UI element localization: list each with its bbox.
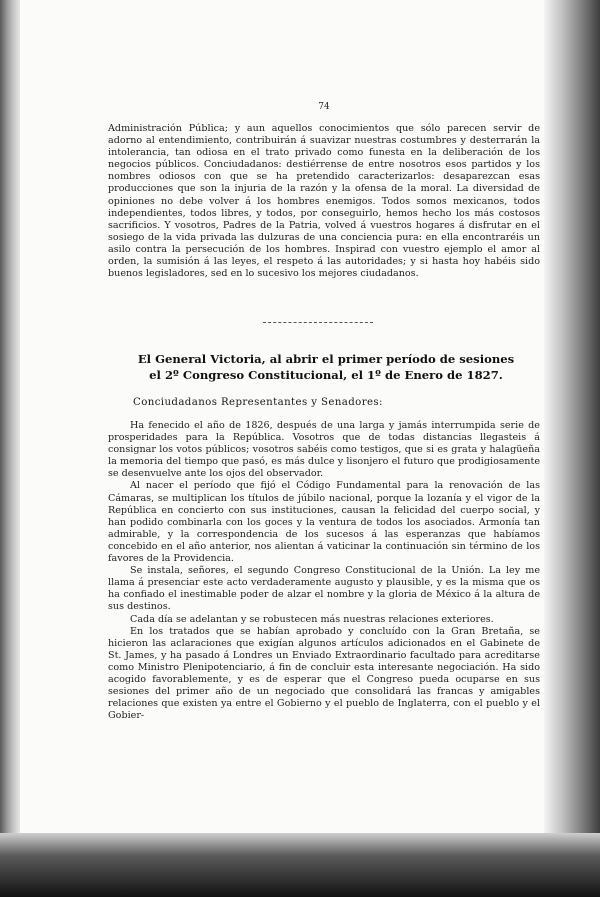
body-paragraph-2: Al nacer el período que fijó el Código Fundamental para la renovación de las Cámaras, se multiplican los títulos de júbilo nacional, porque la lozanía y el vigor de la República en concierto con sus instituciones, causan la felicidad del cuerpo social, y han podido combinarla con los goces y la ventura de todos los asociados. Armonía tan admirable, y la correspondencia de los sucesos á las esperanzas que habíamos concebido en el año anterior, nos alientan á vaticinar la continuación sin término de los favores de la Providencia. <box>108 480 540 565</box>
salutation: Conciudadanos Representantes y Senadores: <box>133 397 383 408</box>
document-page <box>20 0 544 833</box>
body-paragraph-3: Se instala, señores, el segundo Congreso Constitucional de la Unión. La ley me llama á presenciar este acto verdaderamente augusto y plausible, y es la misma que os ha confiado el inestimable poder de alzar el nombre y la gloria de México á la altura de sus destinos. <box>108 565 540 613</box>
top-paragraph: Administración Pública; y aun aquellos conocimientos que sólo parecen servir de adorno al entendimiento, contribuirán á suavizar nuestras costumbres y desterrarán la intolerancia, tan odiosa en el trato privado como funesta en la deliberación de los negocios públicos. Conciudadanos: destiérrense de entre nosotros esos partidos y los nombres odiosos con que se ha pretendido caracterizarlos: desaparezcan esas producciones que son la injuria de la razón y la ofensa de la moral. La diversidad de opiniones no debe volver á los hombres enemigos. Todos somos mexicanos, todos independientes, todos libres, y todos, por conseguirlo, hemos hecho los más costosos sacrificios. Y vosotros, Padres de la Patria, volved á vuestros hogares á disfrutar en el sosiego de la vida privada las dulzuras de una conciencia pura: en ella encontraréis un asilo contra la persecución de los hombres. Inspirad con vuestro ejemplo el amor al orden, la sumisión á las leyes, el respeto á las autoridades; y si hasta hoy habéis sido buenos legisladores, sed en lo sucesivo los mejores ciudadanos. <box>108 123 540 280</box>
scan-shadow-bottom <box>0 833 600 897</box>
body-paragraph-1: Ha fenecido el año de 1826, después de una larga y jamás interrumpida serie de prosperidades para la República. Vosotros que de todas distancias llegasteis á consignar los votos públicos; vosotros sabéis como testigos, que si es grata y halagüeña la memoria del tiempo que pasó, es más dulce y lisonjero el futuro que prodigiosamente se desenvuelve ante los ojos del observador. <box>108 420 540 480</box>
heading-line-1: El General Victoria, al abrir el primer período de sesiones <box>137 352 515 366</box>
section-divider <box>263 322 373 323</box>
body-text <box>108 420 540 722</box>
scan-shadow-left <box>0 0 20 897</box>
section-heading <box>130 352 522 383</box>
body-paragraph-4: Cada día se adelantan y se robustecen más nuestras relaciones exteriores. <box>130 613 494 625</box>
heading-line-2: el 2º Congreso Constitucional, el 1º de Enero de 1827. <box>149 367 503 382</box>
body-paragraph-5: En los tratados que se habían aprobado y concluído con la Gran Bretaña, se hicieron las aclaraciones que exigían algunos artículos adicionados en el Gabinete de St. James, y ha pasado á Londres un Enviado Extraordinario facultado para acreditarse como Ministro Plenipotenciario, á fin de concluir esta interesante negociación. Ha sido acogido favorablemente, y es de esperar que el Congreso pueda ocuparse en sus sesiones del primer año de un negociado que consolidará las francas y amigables relaciones que existen ya entre el Gobierno y el pueblo de Inglaterra, con el pueblo y el Gobier- <box>108 625 540 722</box>
page-number: 74 <box>318 102 330 112</box>
scan-shadow-right <box>544 0 600 897</box>
